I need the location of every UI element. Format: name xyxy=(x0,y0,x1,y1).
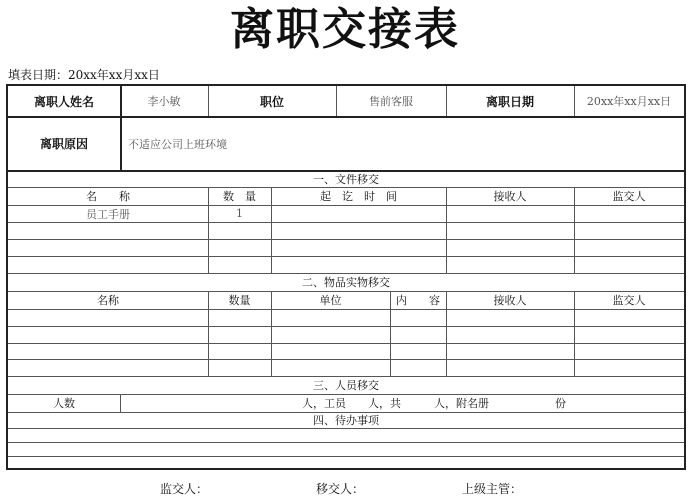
divider xyxy=(446,291,447,376)
divider xyxy=(574,86,575,116)
divider xyxy=(8,442,684,443)
section3-details[interactable]: 人，工员 人，共 人，附名册 份 xyxy=(302,397,566,410)
divider xyxy=(8,428,684,429)
divider xyxy=(120,86,122,170)
divider xyxy=(8,273,684,274)
page-title: 离职交接表 xyxy=(230,4,460,55)
section2-header-unit: 单位 xyxy=(319,294,342,307)
divider xyxy=(271,187,272,273)
divider xyxy=(271,291,272,376)
divider xyxy=(8,309,684,310)
footer-transferor[interactable]: 移交人： xyxy=(316,482,365,496)
reason-label: 离职原因 xyxy=(39,136,88,151)
divider xyxy=(208,187,209,273)
divider xyxy=(8,170,684,172)
divider xyxy=(208,86,209,116)
section1-header-supervisor: 监交人 xyxy=(612,190,646,203)
section3-count-label: 人数 xyxy=(53,397,75,410)
divider xyxy=(120,394,121,412)
position-label: 职位 xyxy=(259,94,284,109)
divider xyxy=(8,116,684,118)
footer-supervisor[interactable]: 监交人： xyxy=(160,482,209,496)
divider xyxy=(8,291,684,292)
divider xyxy=(8,205,684,206)
divider xyxy=(8,343,684,344)
divider xyxy=(8,359,684,360)
divider xyxy=(8,456,684,457)
section2-header-qty: 数量 xyxy=(228,294,251,307)
position-value[interactable]: 售前客服 xyxy=(369,95,413,108)
divider xyxy=(446,86,447,116)
section2-header-name: 名称 xyxy=(97,294,119,307)
section2-header-supervisor: 监交人 xyxy=(612,294,646,307)
divider xyxy=(8,239,684,240)
divider xyxy=(574,187,575,273)
divider xyxy=(8,326,684,327)
divider xyxy=(8,376,684,377)
date-label: 离职日期 xyxy=(485,94,534,109)
section1-title: 一、文件移交 xyxy=(313,172,379,186)
divider xyxy=(336,86,337,116)
footer-manager[interactable]: 上级主管： xyxy=(462,482,523,496)
fill-date: 填表日期：20xx年xx月xx日 xyxy=(8,68,160,82)
divider xyxy=(446,187,447,273)
date-value[interactable]: 20xx年xx月xx日 xyxy=(586,95,672,108)
divider xyxy=(8,412,684,413)
section2-header-receiver: 接收人 xyxy=(493,294,527,307)
section4-title: 四、待办事项 xyxy=(313,414,379,427)
handover-form xyxy=(6,84,686,470)
section2-header-content: 内 容 xyxy=(396,294,440,307)
divider xyxy=(208,291,209,376)
divider xyxy=(8,187,684,188)
section4-todo-area[interactable] xyxy=(8,428,684,468)
section1-row1-name[interactable]: 员工手册 xyxy=(86,207,130,221)
divider xyxy=(8,256,684,257)
section3-title: 三、人员移交 xyxy=(313,379,379,392)
section1-header-period: 起 讫 时 间 xyxy=(320,190,397,203)
name-value[interactable]: 李小敏 xyxy=(147,95,181,108)
divider xyxy=(574,291,575,376)
section1-row1-qty[interactable]: 1 xyxy=(236,207,243,220)
section1-header-name: 名 称 xyxy=(86,190,130,203)
section2-title: 二、物品实物移交 xyxy=(302,276,390,289)
section1-header-receiver: 接收人 xyxy=(493,190,527,203)
reason-value[interactable]: 不适应公司上班环境 xyxy=(128,138,227,151)
divider xyxy=(390,291,391,376)
name-label: 离职人姓名 xyxy=(33,94,94,109)
divider xyxy=(8,222,684,223)
divider xyxy=(8,394,684,395)
section1-header-qty: 数 量 xyxy=(223,190,256,203)
